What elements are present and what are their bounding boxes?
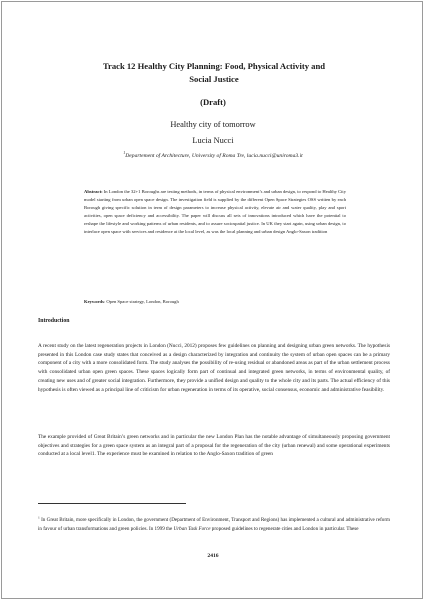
- keywords: [84, 298, 346, 305]
- footnote: [38, 516, 390, 533]
- abstract-label: Abstract:: [84, 189, 103, 194]
- introduction-paragraph-2: The example provided of Great Britain’s green networks and in particular the new London Plan has the notable advantage of simultaneously proposing government objectives and strategies for a green space system as an integral part of a proposal for the regeneration of the city (urban renewal) and some operational experiments conducted at a local level1. The experience must be examined in relation to the Anglo-Saxon tradition of green: [38, 434, 390, 458]
- footnote-divider: [38, 503, 186, 504]
- paper-subtitle: Healthy city of tomorrow: [170, 120, 256, 129]
- keywords-label: Keywords: [84, 299, 104, 304]
- footnote-emphasis: Urban Task Force: [173, 525, 211, 532]
- author-name: Lucia Nucci: [192, 136, 234, 145]
- keywords-text: : Open Space strategy, London, Borough: [103, 299, 179, 304]
- track-title-line2: Social Justice: [189, 73, 239, 84]
- author-affiliation: [2, 153, 424, 159]
- footnote-text-a: In Great Britain, more specifically in London, the government (Department of Environment, Transport and Regions) has implemented a cultural and administrative reform in favour of urban transformations and green policies. In 1999 the: [38, 517, 390, 532]
- document-page: [1, 1, 423, 599]
- footnote-text-b: proposed guidelines to regenerate cities and London in particular. These: [210, 525, 359, 532]
- abstract: [84, 188, 346, 235]
- track-title-line1: Track 12 Healthy City Planning: Food, Physical Activity and: [102, 61, 326, 71]
- abstract-text: In London the 32+1 Boroughs are testing methods, in terms of physical environment’s and urban design, to respond to Healthy City model starting from urban open space design. The investigation field is supplied by the different Open Space Strategies OSS written by each Borough giving specific solution in term of design parameters to increase physical activity, elevate air and water quality, play and sport activities, open space deficiency and accessibility. The paper will discuss all sets of innovations introduced which have the potential to reshape the lifestyle and working patterns of urban residents, and to assure sociospatial justice. In UK they start again, using urban design, to interlace open space with services and residence at the local level, as was the local planning and urban design Anglo-Saxon tradition: [84, 189, 346, 234]
- affiliation-text: Departement of Architecture, University of Roma Tre, lucia.nucci@uniroma3.it: [125, 153, 303, 159]
- affiliation-marker: 1: [123, 151, 126, 156]
- footnote-marker: 1: [38, 515, 40, 520]
- draft-label: (Draft): [200, 97, 226, 107]
- introduction-paragraph-1: A recent study on the latest regeneration projects in London (Nucci, 2012) proposes few guidelines on planning and designing urban green networks. The hypothesis presented in this London case study states that conceived as a design characterized by integration and continuity the system of urban open spaces can be a primary component of a city with a more consolidated form. The study analyses the possibility of re-using residual or abandoned areas as part of the urban settlement process with consolidated urban open green spaces. These spaces logically form part of continual and integrated green networks, in terms of environmental quality, of creating new uses and of greater social integration. Furthermore, they provide a unified design and quality to the whole city and its parts. The actual efficiency of this hypothesis is often viewed as a principal line of criticism for urban regeneration in terms of its operative, social consensus, economic and administrative feasibility.: [38, 343, 390, 393]
- track-title: [72, 60, 356, 86]
- page-number: 2416: [207, 553, 219, 559]
- section-heading-introduction: Introduction: [38, 318, 70, 324]
